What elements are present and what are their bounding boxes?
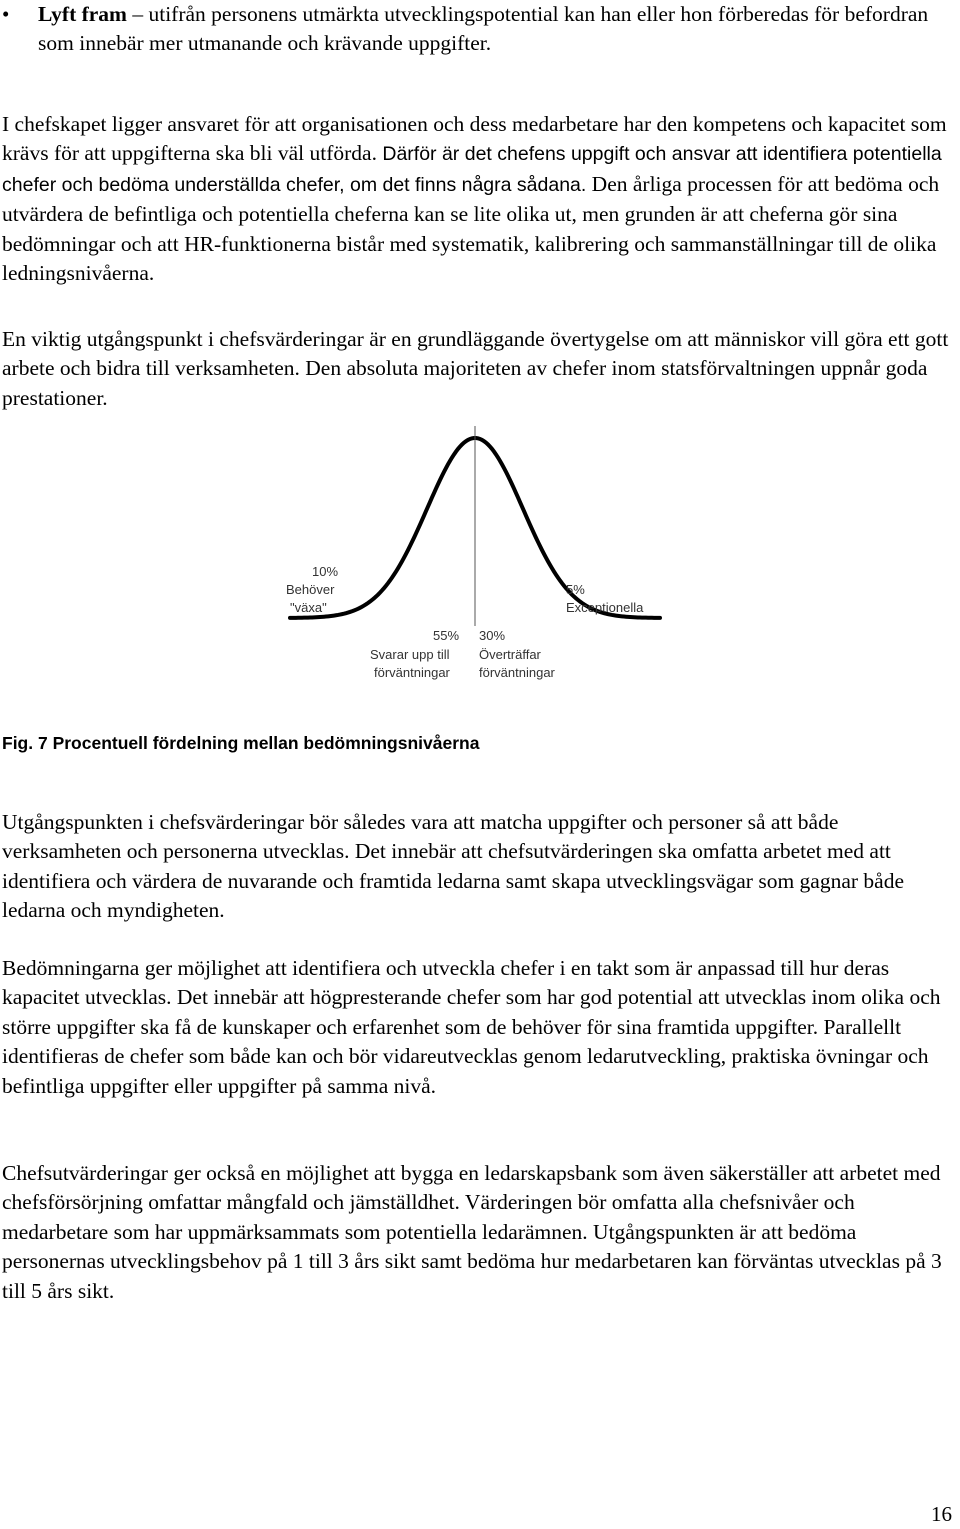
bullet-body: – utifrån personens utmärkta utvecklingspotential kan han eller hon förberedas för befordran som innebär mer utmanande och krävande uppgifter. [38,2,929,56]
segment-exceptionella-percent: 5% [566,582,585,597]
p3-text: Utgångspunkten i chefsvärderingar bör således vara att matcha uppgifter och personer så att både verksamheten och personerna utvecklas. Det innebär att chefsutvärderingen ska omfatta arbetet med att identifiera och värdera de nuvarande och framtida ledarna samt skapa utvecklingsvägar som gagnar både ledarna och myndigheten. [2,810,905,923]
segment-behover-line1: Behöver [286,582,335,597]
paragraph-ledarskapsbank [2,1159,954,1306]
segment-behover-percent: 10% [312,564,339,579]
bell-curve-figure [270,418,690,693]
figure-caption-prefix: Fig. 7 [2,733,48,753]
bell-curve-chart [270,418,690,693]
bullet-dot-icon: • [2,2,10,26]
paragraph-chefskapet [2,110,954,288]
p2-text-a: En viktig utgångspunkt i chefsvärderingar är en grundläggande övertygelse om att människor vill göra ett gott arbete och bidra till verksamheten. [2,327,949,381]
paragraph-bedomningarna [2,954,954,1101]
p5-text: Chefsutvärderingar ger också en möjlighet att bygga en ledarskapsbank som även säkerställer att arbetet med chefsförsörjning omfattar mångfald och jämställdhet. Värderingen bör omfatta alla chefsnivåer och medarbetare som har uppmärksammats som potentiella ledarämnen. Utgångspunkten är att bedöma personernas utvecklingsbehov på 1 till 3 års sikt samt bedöma hur medarbetaren kan förväntas utvecklas på 3 till 5 års sikt. [2,1161,942,1303]
figure-caption-text: Procentuell fördelning mellan bedömningsnivåerna [47,733,480,753]
p2-text-b: Den absoluta majoriteten av chefer inom statsförvaltningen uppnår goda prestationer. [2,356,928,410]
segment-overtraffar-percent: 30% [479,628,506,643]
segment-behover-line2: "växa" [290,600,327,615]
segment-overtraffar-line2: förväntningar [479,665,555,680]
segment-svarar-percent: 55% [433,628,460,643]
p1-serif-text: I chefskapet ligger ansvaret för att organisationen och dess medarbetare har den kompetens och kapacitet som krävs för att uppgifterna ska bli väl utförda. [2,112,947,166]
segment-overtraffar-line1: Överträffar [479,647,541,662]
figure-caption [2,733,479,754]
paragraph-utgangspunkt [2,325,954,413]
p4-text: Bedömningarna ger möjlighet att identifiera och utveckla chefer i en takt som är anpassad till hur deras kapacitet utvecklas. Det innebär att högpresterande chefer som har god potential att utvecklas inom olika och större uppgifter ska få de kunskaper och erfarenhet som de behöver för sina framtida uppgifter. Parallellt identifieras de chefer som både kan och bör vidareutvecklas genom ledarutveckling, praktiska övningar och befintliga uppgifter eller uppgifter på samma nivå. [2,956,941,1098]
p1-sans-text: Därför är det chefens uppgift och ansvar att identifiera potentiella chefer och bedöma underställda chefer, om det finns några sådana. [2,143,942,196]
segment-svarar-line2: förväntningar [374,665,450,680]
page-number: 16 [931,1502,952,1526]
p1-rest-text: Den årliga processen för att bedöma och utvärdera de befintliga och potentiella cheferna kan se lite olika ut, men grunden är att cheferna gör sina bedömningar och att HR-funktionerna bistår med systematik, kalibrering och sammanställningar till de olika ledningsnivåerna. [2,171,940,286]
bullet-lead: Lyft fram [38,2,127,26]
paragraph-matcha [2,808,954,926]
segment-svarar-line1: Svarar upp till [370,647,450,662]
bullet-text [38,0,954,59]
segment-exceptionella-line1: Exceptionella [566,600,644,615]
